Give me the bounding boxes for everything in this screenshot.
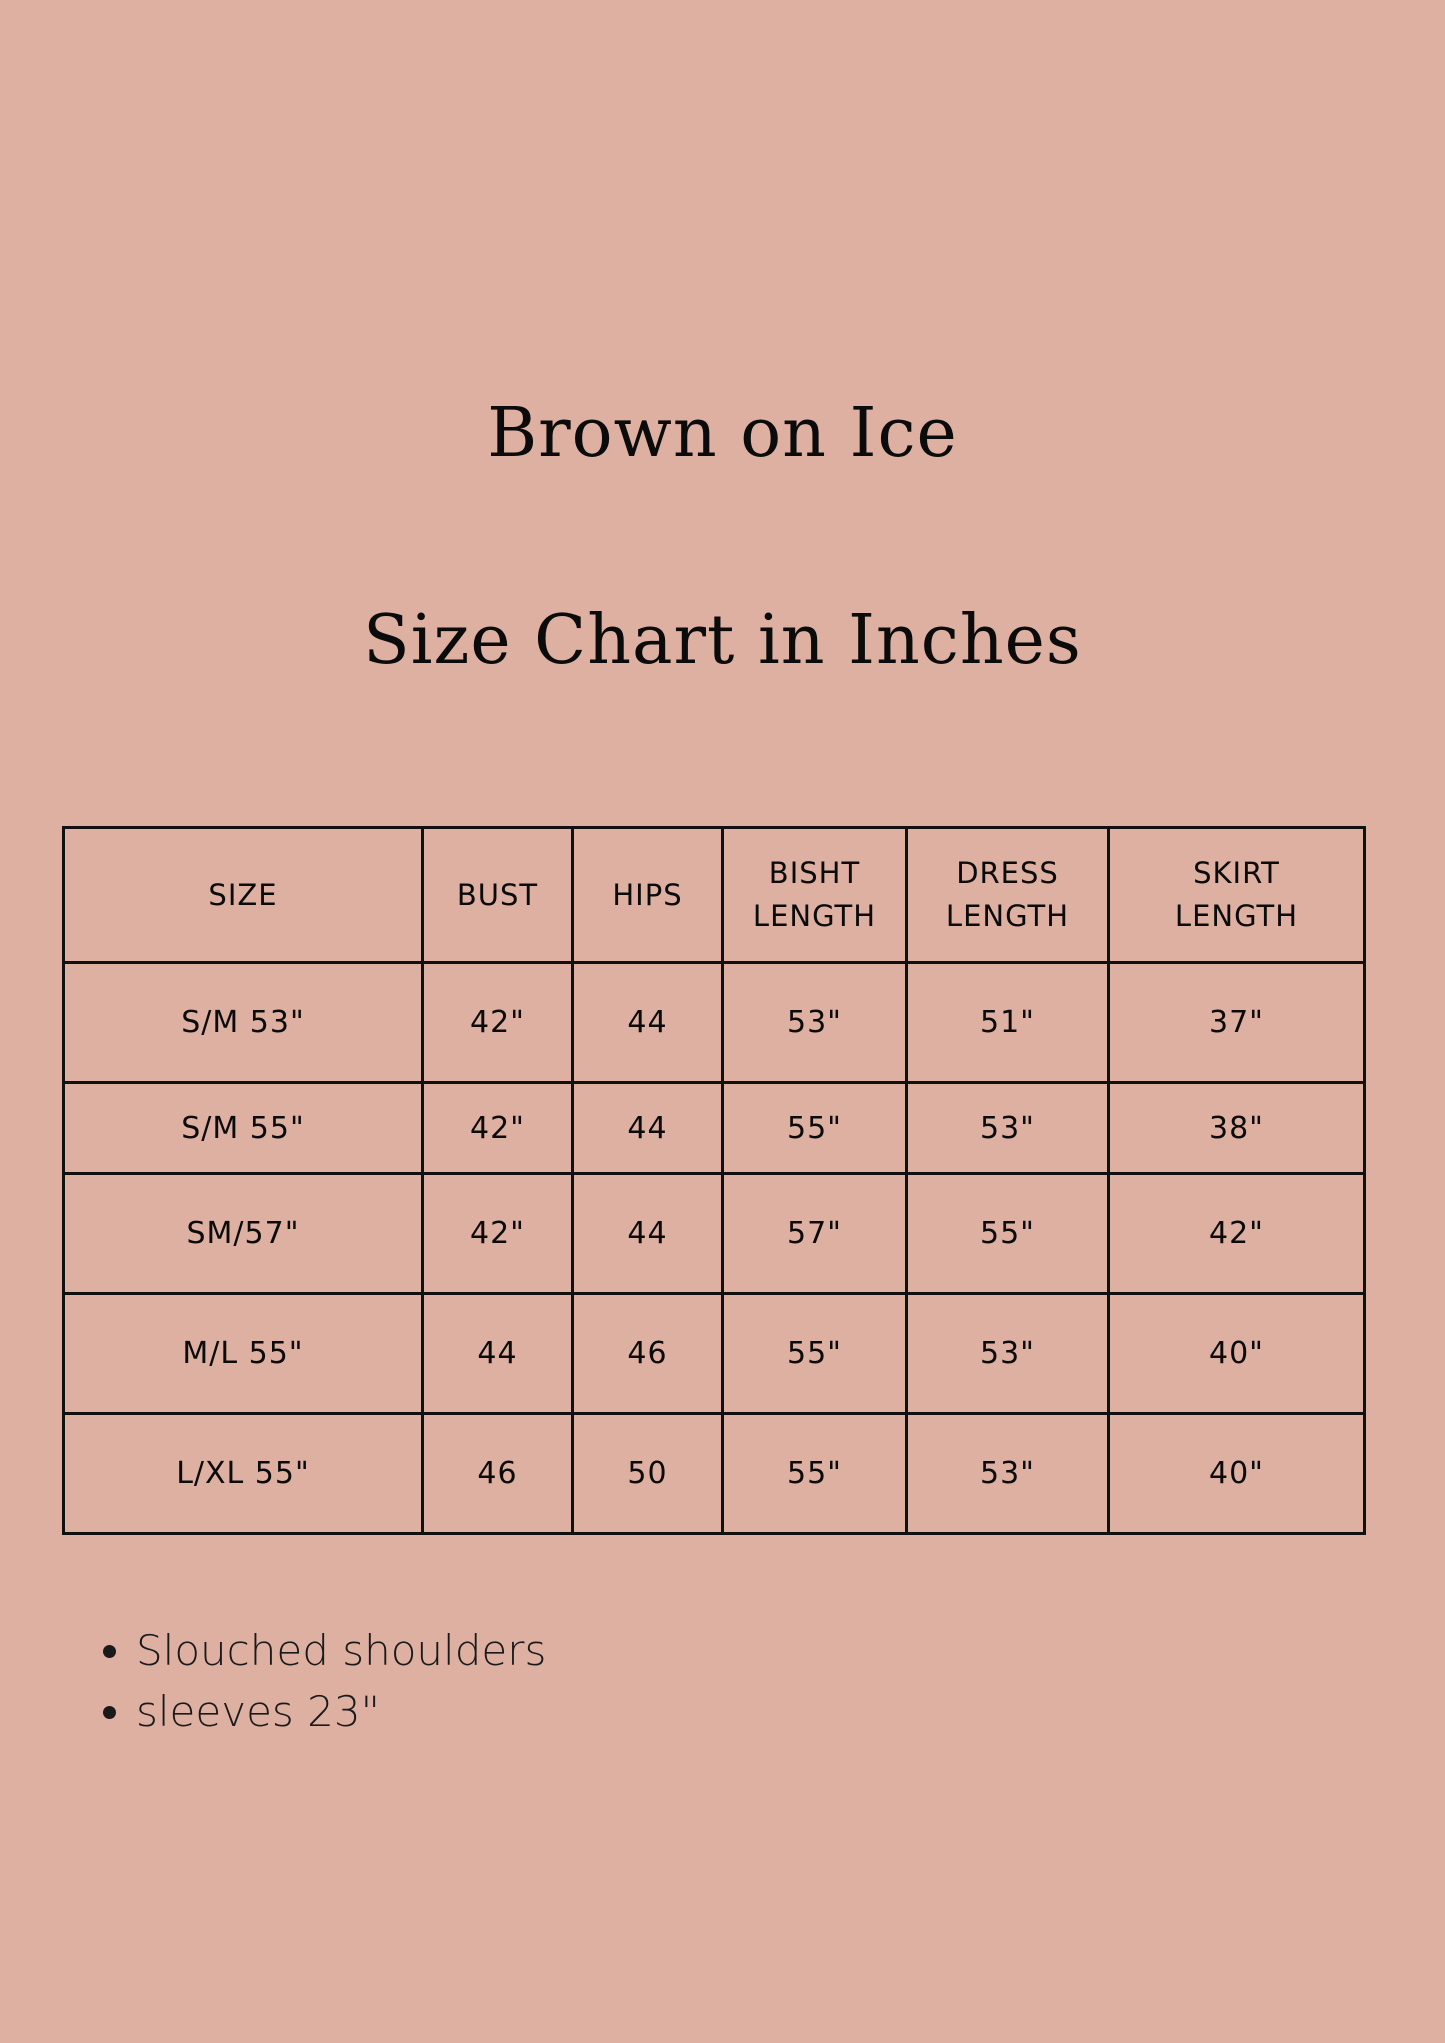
header-dress-label-line1: DRESS <box>956 856 1059 890</box>
notes-list <box>62 1620 546 1742</box>
table-cell-bust: 42" <box>423 1174 573 1294</box>
table-cell-dress-length: 53" <box>907 1083 1109 1174</box>
table-row <box>64 1083 1365 1174</box>
header-bisht-label-line2: LENGTH <box>752 899 877 933</box>
header-bisht-label-line1: BISHT <box>768 856 861 890</box>
table-cell-skirt-length: 40" <box>1109 1294 1365 1414</box>
header-skirt-label-line1: SKIRT <box>1193 856 1280 890</box>
header-bust-label: BUST <box>456 877 539 912</box>
header-size <box>64 828 423 963</box>
table-cell-size: M/L 55" <box>64 1294 423 1414</box>
header-skirt-length <box>1109 828 1365 963</box>
table-header-row <box>64 828 1365 963</box>
table-cell-size: SM/57" <box>64 1174 423 1294</box>
header-bust <box>423 828 573 963</box>
header-hips-label: HIPS <box>612 877 683 912</box>
table-row <box>64 1414 1365 1534</box>
table-cell-bust: 44 <box>423 1294 573 1414</box>
table-cell-skirt-length: 42" <box>1109 1174 1365 1294</box>
chart-title: Size Chart in Inches <box>363 601 1082 680</box>
table-row <box>64 1294 1365 1414</box>
table-cell-bisht-length: 55" <box>723 1294 907 1414</box>
table-cell-bisht-length: 57" <box>723 1174 907 1294</box>
header-dress-label-line2: LENGTH <box>945 899 1070 933</box>
table-cell-dress-length: 53" <box>907 1294 1109 1414</box>
table-cell-bust: 42" <box>423 963 573 1083</box>
size-chart-table <box>62 826 1366 1535</box>
header-size-label: SIZE <box>208 877 278 912</box>
header-hips <box>573 828 723 963</box>
header-skirt-label-line2: LENGTH <box>1174 899 1299 933</box>
table-row <box>64 1174 1365 1294</box>
header-bisht-length <box>723 828 907 963</box>
table-cell-dress-length: 51" <box>907 963 1109 1083</box>
table-cell-hips: 44 <box>573 1174 723 1294</box>
table-cell-bisht-length: 53" <box>723 963 907 1083</box>
table-cell-skirt-length: 37" <box>1109 963 1365 1083</box>
table-cell-hips: 44 <box>573 1083 723 1174</box>
table-cell-hips: 44 <box>573 963 723 1083</box>
header-dress-length <box>907 828 1109 963</box>
table-cell-dress-length: 53" <box>907 1414 1109 1534</box>
table-cell-hips: 50 <box>573 1414 723 1534</box>
list-item: • Slouched shoulders <box>136 1620 546 1681</box>
table-cell-bust: 42" <box>423 1083 573 1174</box>
table-cell-bust: 46 <box>423 1414 573 1534</box>
table-cell-skirt-length: 40" <box>1109 1414 1365 1534</box>
table-cell-dress-length: 55" <box>907 1174 1109 1294</box>
list-item: • sleeves 23" <box>136 1681 546 1742</box>
table-cell-bisht-length: 55" <box>723 1414 907 1534</box>
table-cell-skirt-length: 38" <box>1109 1083 1365 1174</box>
table-cell-size: S/M 55" <box>64 1083 423 1174</box>
brand-title: Brown on Ice <box>487 394 958 473</box>
table-row <box>64 963 1365 1083</box>
table-cell-hips: 46 <box>573 1294 723 1414</box>
table-cell-size: L/XL 55" <box>64 1414 423 1534</box>
table-cell-bisht-length: 55" <box>723 1083 907 1174</box>
table-cell-size: S/M 53" <box>64 963 423 1083</box>
